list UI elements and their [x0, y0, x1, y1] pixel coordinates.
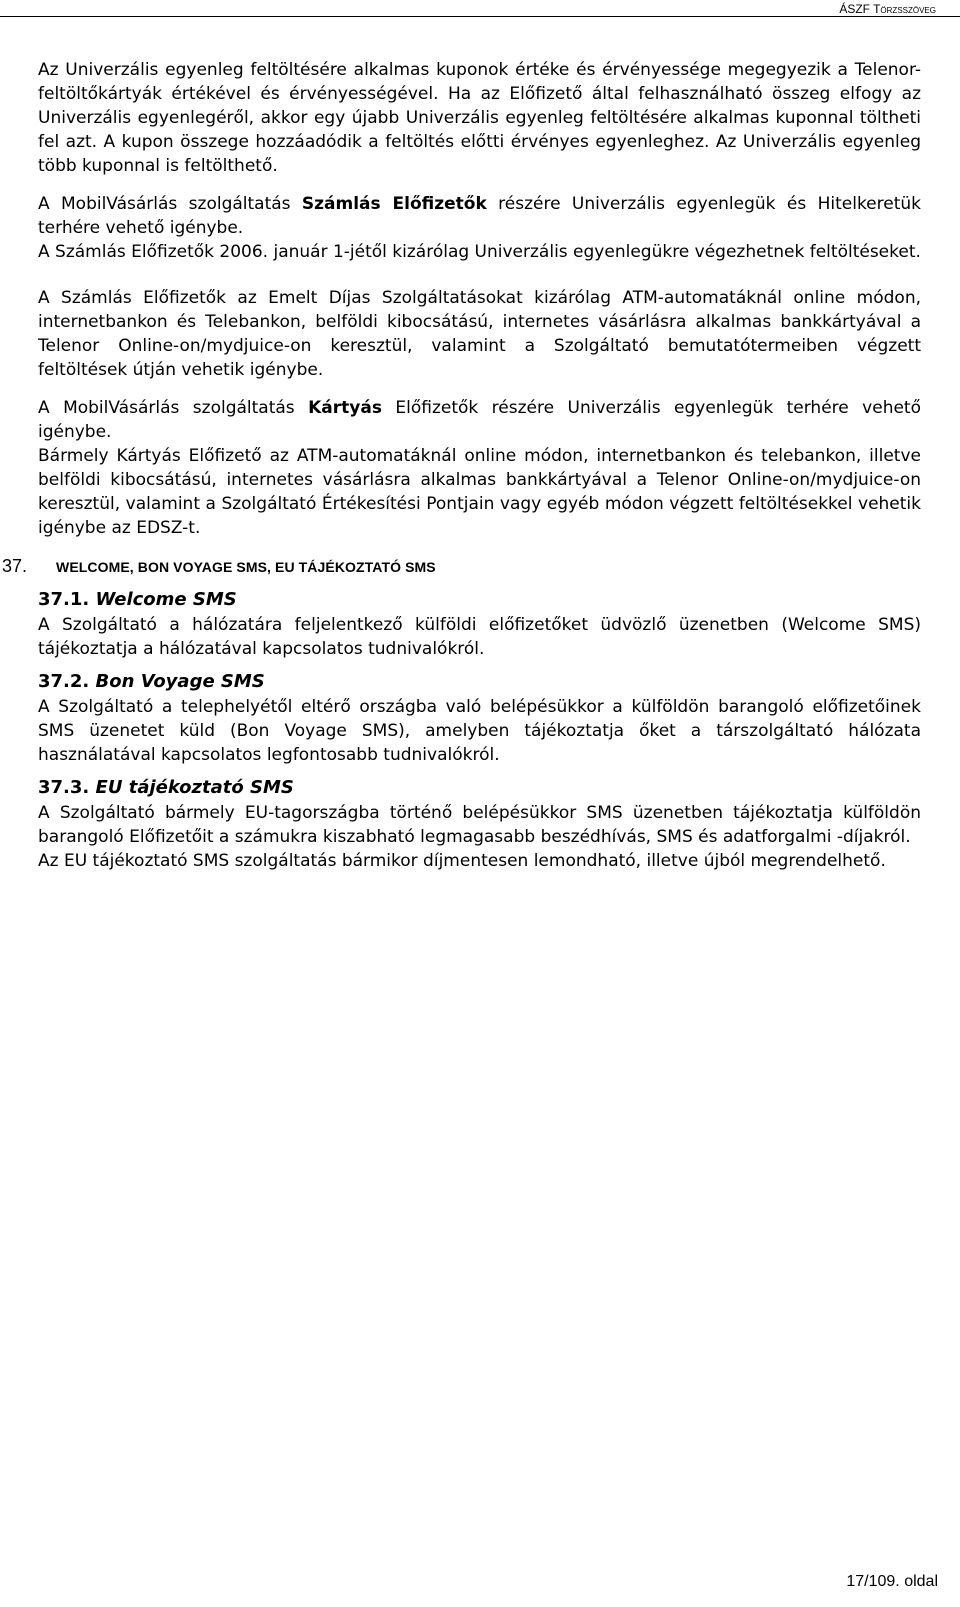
bold-text: Számlás Előfizetők [301, 194, 487, 214]
page-number: 17/109. oldal [846, 1573, 938, 1590]
header-rule [0, 16, 960, 17]
bold-text: Kártyás [308, 398, 382, 418]
subsection-heading-welcome [38, 587, 921, 613]
section-number: 37. [2, 556, 28, 576]
document-body [2, 58, 921, 873]
paragraph-eu-info-cancel: Az EU tájékoztató SMS szolgáltatás bármikor díjmentesen lemondható, illetve újból megrendelhető. [38, 851, 886, 871]
subsection-heading-bon-voyage [38, 669, 921, 695]
section-heading [2, 554, 921, 579]
paragraph-welcome-sms: A Szolgáltató a hálózatára feljelentkező külföldi előfizetőket üdvözlő üzenetben (Welcome SMS) tájékoztatja a hálózatával kapcsolatos tudnivalókról. [38, 615, 921, 659]
paragraph-bon-voyage-sms: A Szolgáltató a telephelyétől eltérő országba való belépésükkor a külföldön barangoló előfizetőinek SMS üzenetet küld (Bon Voyage SMS), amelyben tájékoztatja őket a társzolgáltató hálózata használatával kapcsolatos legfontosabb tudnivalókról. [38, 697, 921, 765]
text-segment: A MobilVásárlás szolgáltatás [38, 194, 302, 214]
subsection-number: 37.1. [38, 589, 90, 610]
subsection-title: Welcome SMS [95, 589, 237, 610]
text-segment: Előfizetők részére Univerzális egyenlegük terhére vehető igénybe. [38, 398, 921, 442]
page-header [0, 0, 960, 18]
paragraph-prepaid-edsz: Bármely Kártyás Előfizető az ATM-automatáknál online módon, internetbankon és telebankon, illetve belföldi kibocsátású, internetes vásárlásra alkalmas bankkártyával a Telenor Online-on/mydjuice-on keresztül, valamint a Szolgáltató Értékesítési Pontjain vagy egyéb módon végzett feltöltésekkel vehetik igénybe az EDSZ-t. [38, 446, 921, 538]
subsection-number: 37.2. [38, 671, 90, 692]
text-segment: A MobilVásárlás szolgáltatás [38, 398, 309, 418]
subsection-number: 37.3. [38, 777, 90, 798]
subsection-title: EU tájékoztató SMS [95, 777, 294, 798]
paragraph-subscription-mobilpurchase [38, 192, 921, 240]
paragraph-premium-services: A Számlás Előfizetők az Emelt Díjas Szolgáltatásokat kizárólag ATM-automatáknál online módon, internetbankon és Telebankon, belföldi kibocsátású, internetes vásárlásra alkalmas bankkártyával a Telenor Online-on/mydjuice-on keresztül, valamint a Szolgáltató bemutatótermeiben végzett feltöltések útján vehetik igénybe. [38, 288, 921, 380]
section-title: WELCOME, BON VOYAGE SMS, EU TÁJÉKOZTATÓ SMS [56, 559, 436, 575]
paragraph-prepaid-mobilpurchase [38, 396, 921, 444]
paragraph-subscription-2006: A Számlás Előfizetők 2006. január 1-jétől kizárólag Univerzális egyenlegükre végezhetnek feltöltéseket. [38, 242, 921, 262]
paragraph-coupon-topup: Az Univerzális egyenleg feltöltésére alkalmas kuponok értéke és érvényessége megegyezik a Telenor-feltöltőkártyák értékével és érvényességével. Ha az Előfizető által felhasználható összeg elfogy az Univerzális egyenlegéről, akkor egy újabb Univerzális egyenleg feltöltésére alkalmas kuponnal töltheti fel azt. A kupon összege hozzáadódik a feltöltés előtti érvényes egyenleghez. Az Univerzális egyenleg több kuponnal is feltölthető. [38, 60, 921, 176]
text-segment: részére Univerzális egyenlegük és Hitelkeretük terhére vehető igénybe. [38, 194, 921, 238]
header-title: ÁSZF Törzsszöveg [835, 2, 940, 16]
subsection-heading-eu-info [38, 775, 921, 801]
subsection-title: Bon Voyage SMS [95, 671, 265, 692]
paragraph-eu-info-sms: A Szolgáltató bármely EU-tagországba történő belépésükkor SMS üzenetben tájékoztatja külföldön barangoló Előfizetőit a számukra kiszabható legmagasabb beszédhívás, SMS és adatforgalmi -díjakról. [38, 803, 921, 847]
